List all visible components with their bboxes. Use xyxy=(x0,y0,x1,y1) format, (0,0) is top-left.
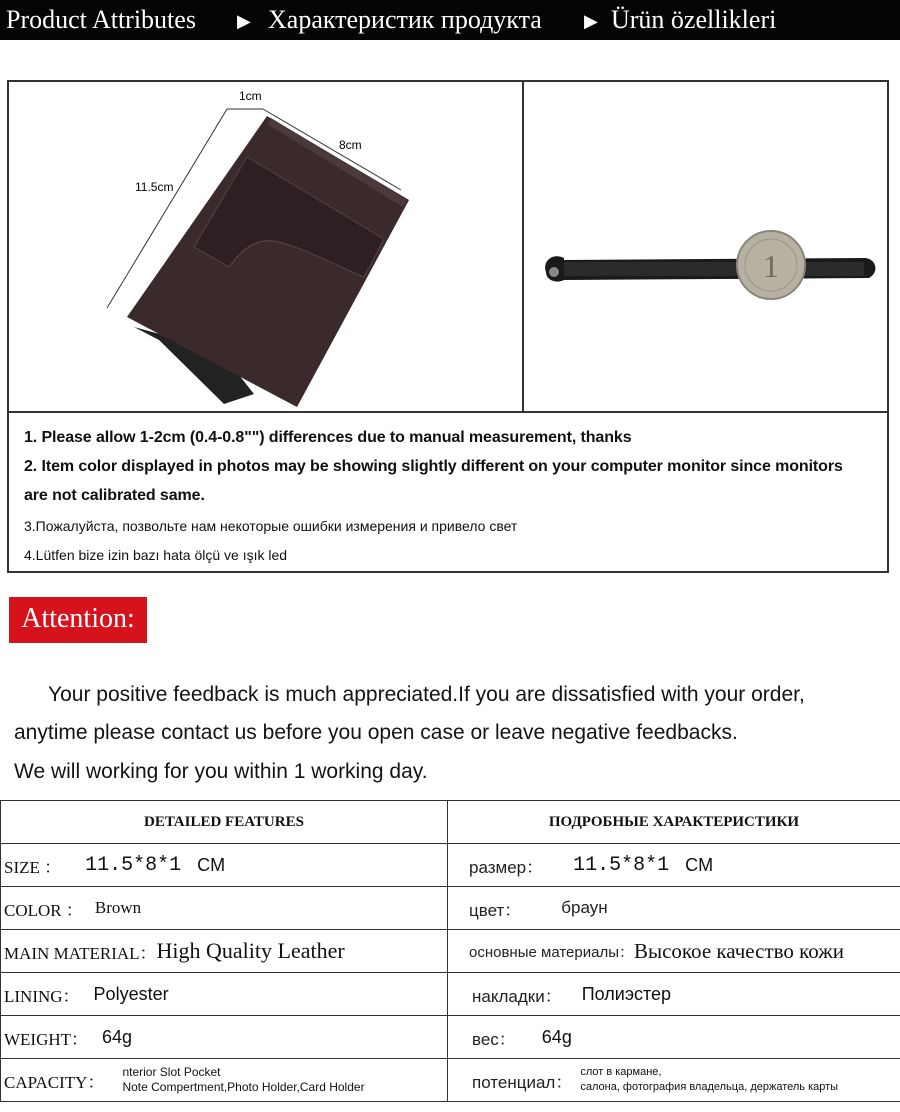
weight-label: WEIGHT： xyxy=(4,1029,89,1049)
banner-title-en: Product Attributes xyxy=(6,5,196,34)
spec-table xyxy=(0,800,900,1102)
capacity-label: CAPACITY： xyxy=(4,1072,105,1092)
banner-arrow-icon: ▶ xyxy=(584,11,598,31)
capacity-value-line: Note Compertment,Photo Holder,Card Holder xyxy=(122,1080,365,1094)
note-line: 4.Lütfen bize izin bazı hata ölçü ve ışık led xyxy=(24,547,288,563)
capacity-value-ru-line: салона, фотография владельца, держатель карты xyxy=(580,1081,839,1093)
table-row xyxy=(1,930,900,973)
weight-value: 64g xyxy=(102,1026,133,1047)
table-row xyxy=(1,973,900,1016)
material-value-ru: Высокое качество кожи xyxy=(633,938,845,963)
header-ru: ПОДРОБНЫЕ ХАРАКТЕРИСТИКИ xyxy=(448,801,900,844)
size-value-ru: 11.5*8*1 xyxy=(573,853,670,877)
size-unit: CM xyxy=(197,854,226,875)
wallet-thickness-photo xyxy=(524,82,889,411)
banner-arrow-icon: ▶ xyxy=(237,11,251,31)
color-value-ru: браун xyxy=(561,898,608,917)
lining-value: Polyester xyxy=(93,983,169,1004)
capacity-value-ru-line: слот в кармане, xyxy=(580,1066,662,1078)
color-label: COLOR ： xyxy=(4,900,83,920)
note-line: 1. Please allow 1-2cm (0.4-0.8"") differences due to manual measurement, thanks xyxy=(24,429,632,446)
feedback-line: anytime please contact us before you open case or leave negative feedbacks. xyxy=(14,721,738,744)
capacity-value-ru xyxy=(580,1065,838,1095)
product-photos xyxy=(7,80,889,413)
dim-depth-label: 1cm xyxy=(239,89,262,103)
coin-denomination: 1 xyxy=(763,248,779,284)
table-row xyxy=(1,887,900,930)
feedback-line: We will working for you within 1 working day. xyxy=(14,760,428,783)
wallet-dimensions-photo xyxy=(9,82,520,411)
size-value: 11.5*8*1 xyxy=(85,853,182,877)
capacity-value-line: nterior Slot Pocket xyxy=(122,1065,221,1079)
size-label: SIZE ： xyxy=(4,857,62,877)
table-header-row xyxy=(1,801,900,844)
note-line: are not calibrated same. xyxy=(24,487,205,504)
color-value: Brown xyxy=(94,898,142,917)
measurement-notes xyxy=(7,413,889,573)
note-line: 2. Item color displayed in photos may be showing slightly different on your computer monitor since monitors xyxy=(24,458,843,475)
dim-height-label: 11.5cm xyxy=(135,180,174,194)
color-label-ru: цвет： xyxy=(469,900,522,920)
size-label-ru: размер： xyxy=(469,857,544,877)
lining-label: LINING： xyxy=(4,986,80,1006)
material-value: High Quality Leather xyxy=(156,938,345,963)
banner-title-tr: Ürün özellikleri xyxy=(611,5,777,34)
feedback-line: Your positive feedback is much appreciated.If you are dissatisfied with your order, xyxy=(48,683,805,706)
material-label-ru: основные материалы： xyxy=(469,943,634,961)
table-row xyxy=(1,1059,900,1102)
capacity-label-ru: потенциал： xyxy=(472,1072,573,1092)
capacity-value xyxy=(122,1065,364,1095)
product-attributes-banner xyxy=(0,0,900,40)
lining-label-ru: накладки： xyxy=(472,986,562,1006)
dim-width-label: 8cm xyxy=(339,138,362,152)
banner-title-ru: Характеристик продукта xyxy=(268,5,542,34)
table-row xyxy=(1,1016,900,1059)
size-unit-ru: CM xyxy=(685,854,714,875)
material-label: MAIN MATERIAL： xyxy=(4,943,157,963)
header-en: DETAILED FEATURES xyxy=(1,801,448,844)
weight-value-ru: 64g xyxy=(541,1026,572,1047)
weight-label-ru: вес： xyxy=(472,1029,516,1049)
table-row xyxy=(1,844,900,887)
lining-value-ru: Полиэстер xyxy=(581,983,672,1004)
attention-badge: Attention: xyxy=(9,597,147,643)
note-line: 3.Пожалуйста, позвольте нам некоторые ошибки измерения и привело свет xyxy=(24,518,518,534)
